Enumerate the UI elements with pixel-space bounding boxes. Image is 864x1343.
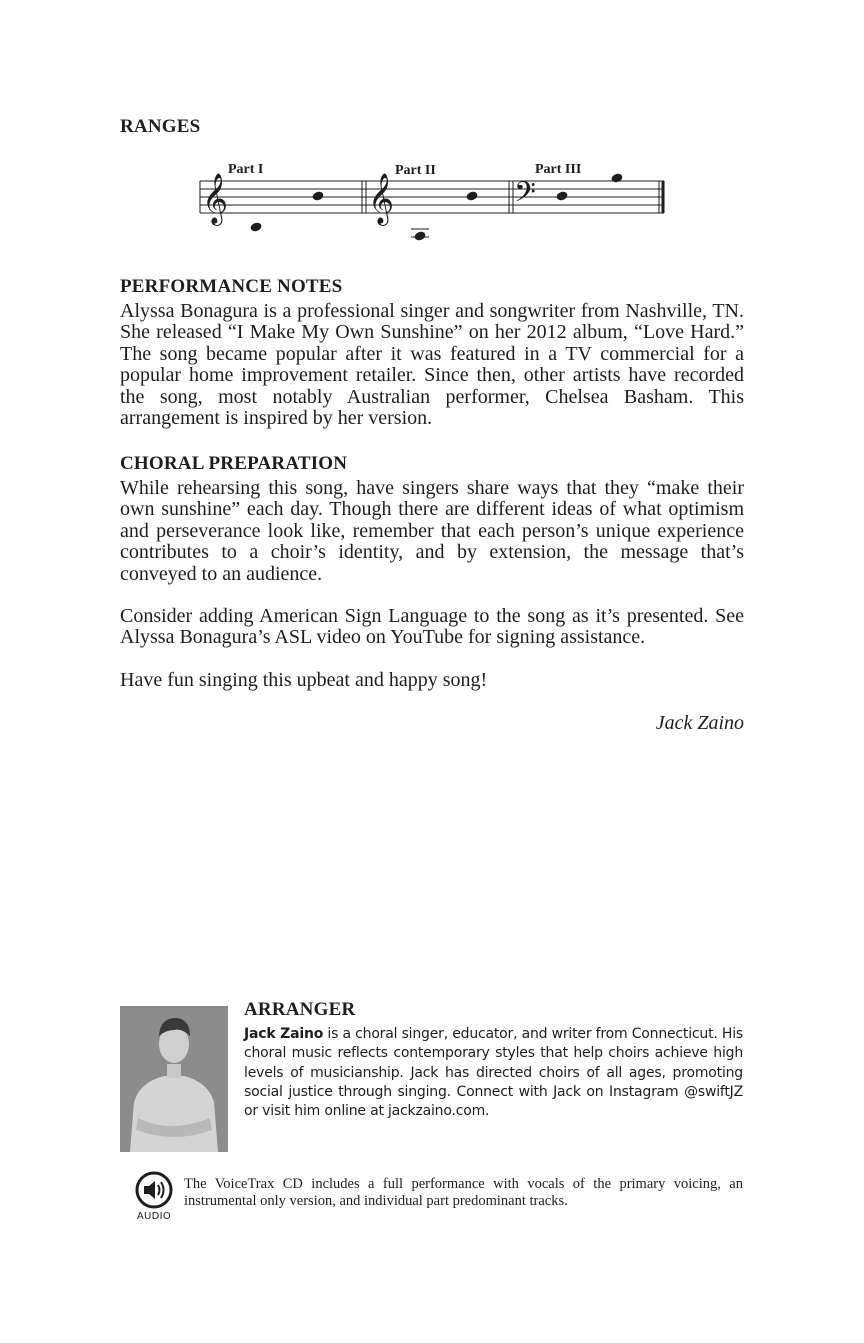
- performance-notes-text: Alyssa Bonagura is a professional singer and songwriter from Nashville, TN. She released “I Make My Own Sunshine” on her 2012 album, “Love Hard.” The song became popular after it was featured in a TV commercial for a popular home improvement retailer. Since then, other artists have recorded the song, most notably Australian performer, Chelsea Basham. This arrangement is inspired by her version.: [120, 300, 744, 430]
- note-part-i-high: [311, 190, 324, 201]
- arranger-bio: [244, 1025, 743, 1121]
- part-i-label: Part I: [228, 162, 264, 177]
- ranges-heading: RANGES: [120, 116, 201, 137]
- note-part-iii-high: [610, 172, 623, 183]
- note-part-i-low: [249, 221, 262, 232]
- audio-note: The VoiceTrax CD includes a full performance with vocals of the primary voicing, an instrumental only version, and individual part predominant tracks.: [184, 1176, 743, 1209]
- part-iii-label: Part III: [535, 162, 582, 177]
- audio-label: AUDIO: [136, 1211, 172, 1222]
- arranger-name: Jack Zaino: [244, 1026, 324, 1042]
- treble-clef-icon: 𝄞: [368, 173, 395, 224]
- choral-preparation-paragraph: Consider adding American Sign Language to the song as it’s presented. See Alyssa Bonagura’s ASL video on YouTube for signing assistance.: [120, 605, 744, 649]
- staff-lines: [200, 181, 664, 213]
- ranges-staff: [196, 155, 670, 245]
- signature: Jack Zaino: [655, 712, 744, 734]
- note-part-ii-high: [465, 190, 478, 201]
- note-part-ii-low: [413, 230, 426, 241]
- arranger-heading: ARRANGER: [244, 999, 356, 1020]
- choral-preparation-paragraph: Have fun singing this upbeat and happy song!: [120, 669, 488, 691]
- choral-preparation-paragraph: While rehearsing this song, have singers share ways that they “make their own sunshine” each day. Though there are different ideas of what optimism and perseverance look like, remember that each person’s unique experience contributes to a choir’s identity, and by extension, the message that’s conveyed to an audience.: [120, 477, 744, 585]
- treble-clef-icon: 𝄞: [202, 173, 229, 224]
- arranger-bio-text: is a choral singer, educator, and writer from Connecticut. His choral music reflects contemporary styles that help choirs achieve high levels of musicianship. Jack has directed choirs of all ages, promoting social justice through singing. Connect with Jack on Instagram @swiftJZ or visit him online at jackzaino.com.: [244, 1026, 743, 1120]
- arranger-photo: [120, 1006, 228, 1152]
- speaker-icon: [134, 1170, 174, 1210]
- choral-preparation-heading: CHORAL PREPARATION: [120, 453, 348, 474]
- note-part-iii-low: [555, 190, 568, 201]
- bass-clef-icon: 𝄢: [514, 176, 536, 216]
- part-ii-label: Part II: [395, 163, 436, 178]
- performance-notes-heading: PERFORMANCE NOTES: [120, 276, 343, 297]
